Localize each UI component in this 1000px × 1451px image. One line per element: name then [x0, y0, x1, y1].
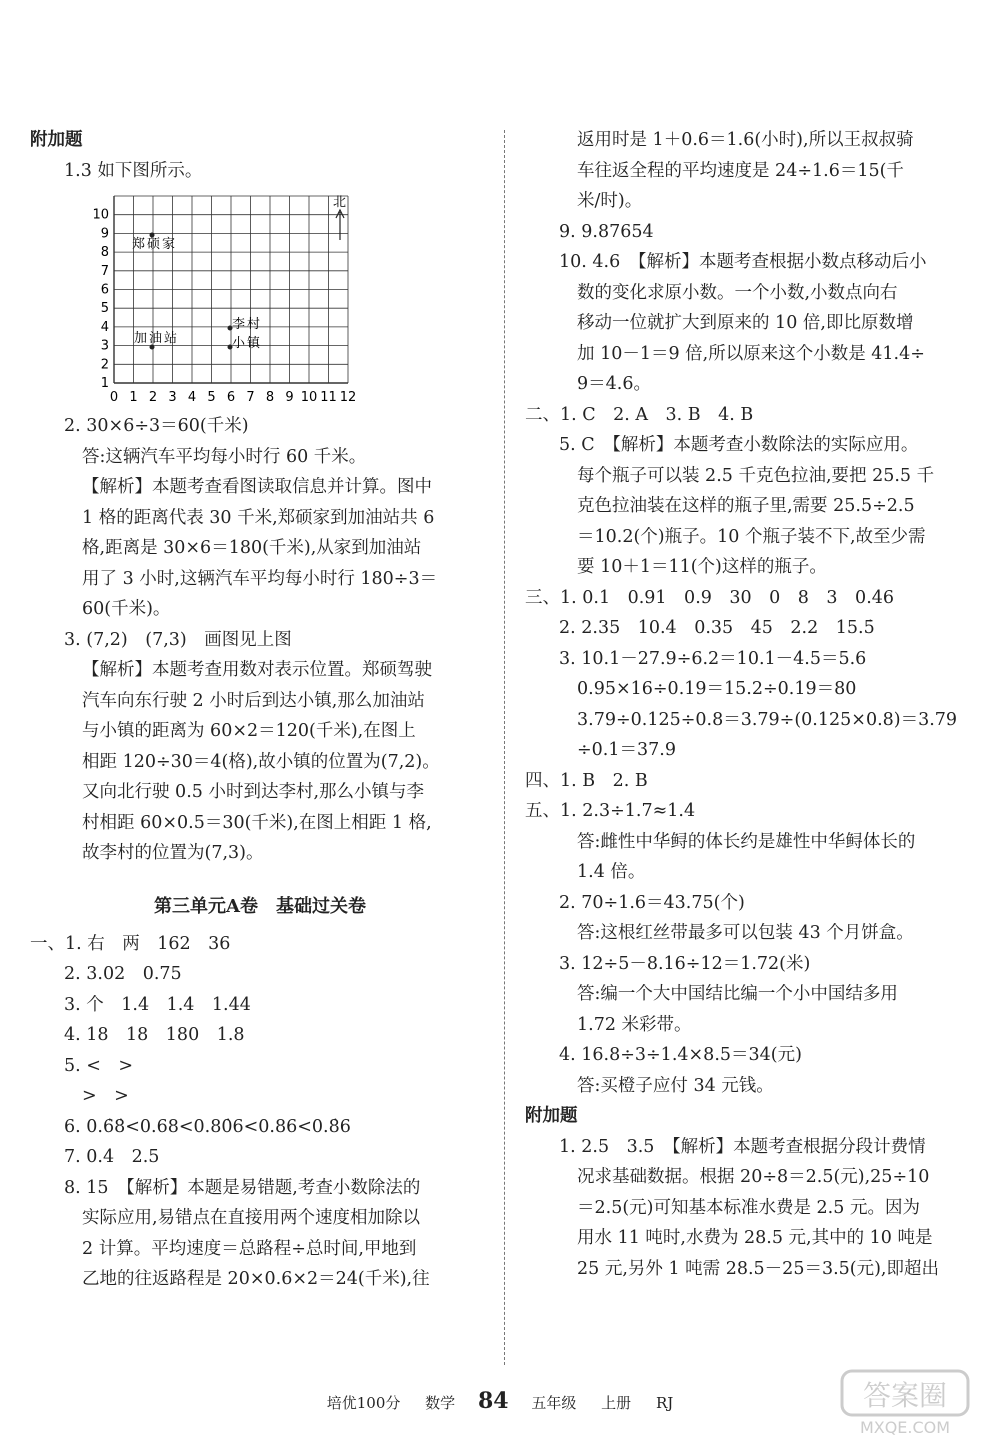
text-line: 2. 30×6÷3＝60(千米) [64, 416, 249, 436]
text-line: ÷0.1＝37.9 [577, 740, 676, 760]
text-line: 8. 15 【解析】本题是易错题,考查小数除法的 [64, 1177, 421, 1198]
x-tick-label: 9 [285, 390, 294, 405]
x-tick-label: 4 [187, 390, 197, 405]
watermark-site: MXQE.COM [859, 1418, 951, 1437]
text-line: 加 10－1＝9 倍,所以原来这个小数是 41.4÷ [577, 343, 925, 364]
text-line: 3. 10.1－27.9÷6.2＝10.1－4.5＝5.6 [559, 648, 867, 669]
y-tick-label: 1 [100, 376, 109, 391]
north-arrow-icon [336, 210, 344, 240]
text-line: 2. 2.35 10.4 0.35 45 2.2 15.5̇ [559, 618, 875, 638]
left-bottom-lines [30, 929, 490, 1295]
text-line: 村相距 60×0.5＝30(千米),在图上相距 1 格, [82, 812, 432, 833]
text-line: 【解析】本题考查看图读取信息并计算。图中 [82, 477, 432, 497]
left-column [30, 125, 490, 1295]
text-line: 五、1. 2.3÷1.7≈1.4 [525, 801, 696, 821]
left-middle-lines [30, 411, 490, 869]
page-number: 84 [477, 1388, 509, 1414]
text-line: 1. 2.5 3.5 【解析】本题考查根据分段计费情 [559, 1136, 926, 1157]
text-line: 60(千米)。 [82, 599, 171, 619]
text-line: 移动一位就扩大到原来的 10 倍,即比原数增 [577, 313, 914, 333]
text-line: 3. 个 1.4̇ 1.4 1.44 [64, 994, 251, 1015]
text-line: 数的变化求原小数。一个小数,小数点向右 [577, 282, 898, 303]
text-line: 0.95×16÷0.19＝15.2÷0.19＝80 [577, 679, 857, 699]
text-line: 一、1. 右 两 162 36 [30, 933, 231, 954]
footer-subject: 数学 [425, 1394, 456, 1412]
text-line: 3.79÷0.125÷0.8＝3.79÷(0.125×0.8)＝3.79 [577, 709, 958, 730]
label-home: 郑硕家 [132, 237, 178, 252]
x-tick-label: 3 [168, 390, 177, 405]
text-line: 答:雌性中华鲟的体长约是雄性中华鲟体长的 [577, 831, 916, 852]
text-line: 4. 16.8÷3÷1.4×8.5＝34(元) [559, 1045, 802, 1065]
y-tick-label: 5 [100, 301, 109, 317]
text-line: 3. (7,2) (7,3) 画图见上图 [64, 629, 292, 650]
label-village: 李村 [232, 317, 263, 332]
footer-series: 培优100分 [326, 1394, 401, 1412]
label-gas-station: 加油站 [134, 331, 180, 346]
x-tick-label: 0 [109, 390, 119, 405]
text-line: 附加题 [525, 1106, 578, 1126]
text-line: 附加题 [30, 130, 83, 150]
label-town: 小镇 [232, 336, 263, 351]
text-line: 格,距离是 30×6＝180(千米),从家到加油站 [82, 538, 422, 558]
text-line: 又向北行驶 0.5 小时到达李村,那么小镇与李 [82, 782, 425, 802]
text-line: 用了 3 小时,这辆汽车平均每小时行 180÷3＝ [82, 568, 438, 589]
text-line: ＝2.5(元)可知基本标准水费是 2.5 元。因为 [577, 1197, 920, 1218]
text-line: 二、1. C 2. A 3. B 4. B [525, 404, 754, 425]
text-line: 返用时是 1＋0.6＝1.6(小时),所以王叔叔骑 [577, 130, 914, 150]
text-line: 用水 11 吨时,水费为 28.5 元,其中的 10 吨是 [577, 1228, 933, 1248]
text-line: 2 计算。平均速度＝总路程÷总时间,甲地到 [82, 1238, 417, 1259]
text-line: 答:这根红丝带最多可以包装 43 个月饼盒。 [577, 923, 914, 943]
text-line: 7. 0.4 2.5 [64, 1147, 160, 1167]
text-line: 25 元,另外 1 吨需 28.5－25＝3.5(元),即超出 [577, 1258, 939, 1279]
y-tick-label: 9 [100, 226, 109, 242]
x-tick-label: 6 [226, 390, 236, 405]
text-line: 实际应用,易错点在直接用两个速度相加除以 [82, 1208, 421, 1228]
text-line: 故李村的位置为(7,3)。 [82, 843, 264, 863]
y-tick-label: 7 [100, 263, 109, 279]
text-line: 5. C 【解析】本题考查小数除法的实际应用。 [559, 435, 919, 455]
y-tick-label: 2 [100, 357, 109, 373]
text-line: 9＝4.6。 [577, 374, 651, 394]
text-line: 与小镇的距离为 60×2＝120(千米),在图上 [82, 721, 416, 741]
text-line: 9. 9.87654 [559, 221, 654, 242]
watermark-text: 答案圈 [862, 1379, 948, 1412]
right-lines [525, 125, 970, 1284]
x-tick-label: 11 [320, 390, 337, 405]
coordinate-grid [82, 190, 372, 405]
text-line: 况求基础数据。根据 20÷8＝2.5(元),25÷10 [577, 1167, 930, 1187]
text-line: 2. 70÷1.6＝43.75(个) [559, 892, 745, 913]
text-line: 1 格的距离代表 30 千米,郑硕家到加油站共 6 [82, 507, 435, 528]
text-line: > > [82, 1086, 129, 1106]
footer-edition: RJ [655, 1394, 674, 1412]
footer-grade: 五年级 [531, 1394, 577, 1412]
text-line: ＝10.2(个)瓶子。10 个瓶子装不下,故至少需 [577, 526, 926, 547]
text-line: 每个瓶子可以装 2.5 千克色拉油,要把 25.5 千 [577, 465, 935, 486]
text-line: 汽车向东行驶 2 小时后到达小镇,那么加油站 [82, 690, 425, 711]
section-title: 第三单元A卷 基础过关卷 [154, 895, 366, 917]
text-line: 相距 120÷30＝4(格),故小镇的位置为(7,2)。 [82, 751, 440, 772]
left-top-lines [30, 125, 490, 186]
x-tick-label: 12 [339, 390, 357, 405]
y-tick-label: 10 [92, 207, 109, 223]
text-line: 3. 12÷5－8.16÷12＝1.72(米) [559, 953, 811, 974]
y-tick-label: 3 [100, 338, 109, 354]
text-line: 答:这辆汽车平均每小时行 60 千米。 [82, 446, 367, 467]
text-line: 1.3 如下图所示。 [64, 160, 203, 181]
x-tick-label: 7 [246, 390, 255, 405]
text-line: 10. 4.6 【解析】本题考查根据小数点移动后小 [559, 252, 927, 272]
text-line: 4. 18 18 180 1.8 [64, 1025, 245, 1045]
watermark-logo [840, 1369, 970, 1439]
x-tick-label: 5 [207, 390, 216, 405]
text-line: 车往返全程的平均速度是 24÷1.6＝15(千 [577, 160, 904, 181]
y-tick-label: 6 [100, 282, 109, 298]
text-line: 6. 0.6̇8̇<0.68<0.80̇6<0.86<0.8̇6 [64, 1116, 351, 1137]
text-line: 1.4 倍。 [577, 862, 646, 882]
x-tick-label: 8 [265, 390, 275, 405]
column-divider [504, 130, 505, 1365]
text-line: 三、1. 0.1 0.91 0.9 30 0 8 3 0.46 [525, 587, 895, 608]
text-line: 1.72 米彩带。 [577, 1014, 692, 1035]
x-tick-label: 10 [300, 390, 318, 405]
north-label: 北 [333, 195, 347, 210]
text-line: 答:编一个大中国结比编一个小中国结多用 [577, 984, 898, 1004]
text-line: 2. 3.02 0.75 [64, 964, 182, 984]
y-tick-label: 4 [100, 319, 109, 335]
text-line: 【解析】本题考查用数对表示位置。郑硕驾驶 [82, 660, 432, 680]
x-tick-label: 1 [129, 390, 138, 405]
text-line: 四、1. B 2. B [525, 770, 648, 791]
text-line: 答:买橙子应付 34 元钱。 [577, 1075, 774, 1096]
text-line: 米/时)。 [577, 191, 643, 211]
text-line: 克色拉油装在这样的瓶子里,需要 25.5÷2.5 [577, 496, 915, 516]
text-line: 5. < > [64, 1055, 134, 1076]
right-column [525, 125, 970, 1284]
x-tick-label: 2 [148, 390, 158, 405]
text-line: 要 10＋1＝11(个)这样的瓶子。 [577, 557, 827, 577]
text-line: 乙地的往返路程是 20×0.6×2＝24(千米),往 [82, 1269, 430, 1289]
footer-term: 上册 [601, 1394, 632, 1412]
y-tick-label: 8 [100, 245, 109, 261]
